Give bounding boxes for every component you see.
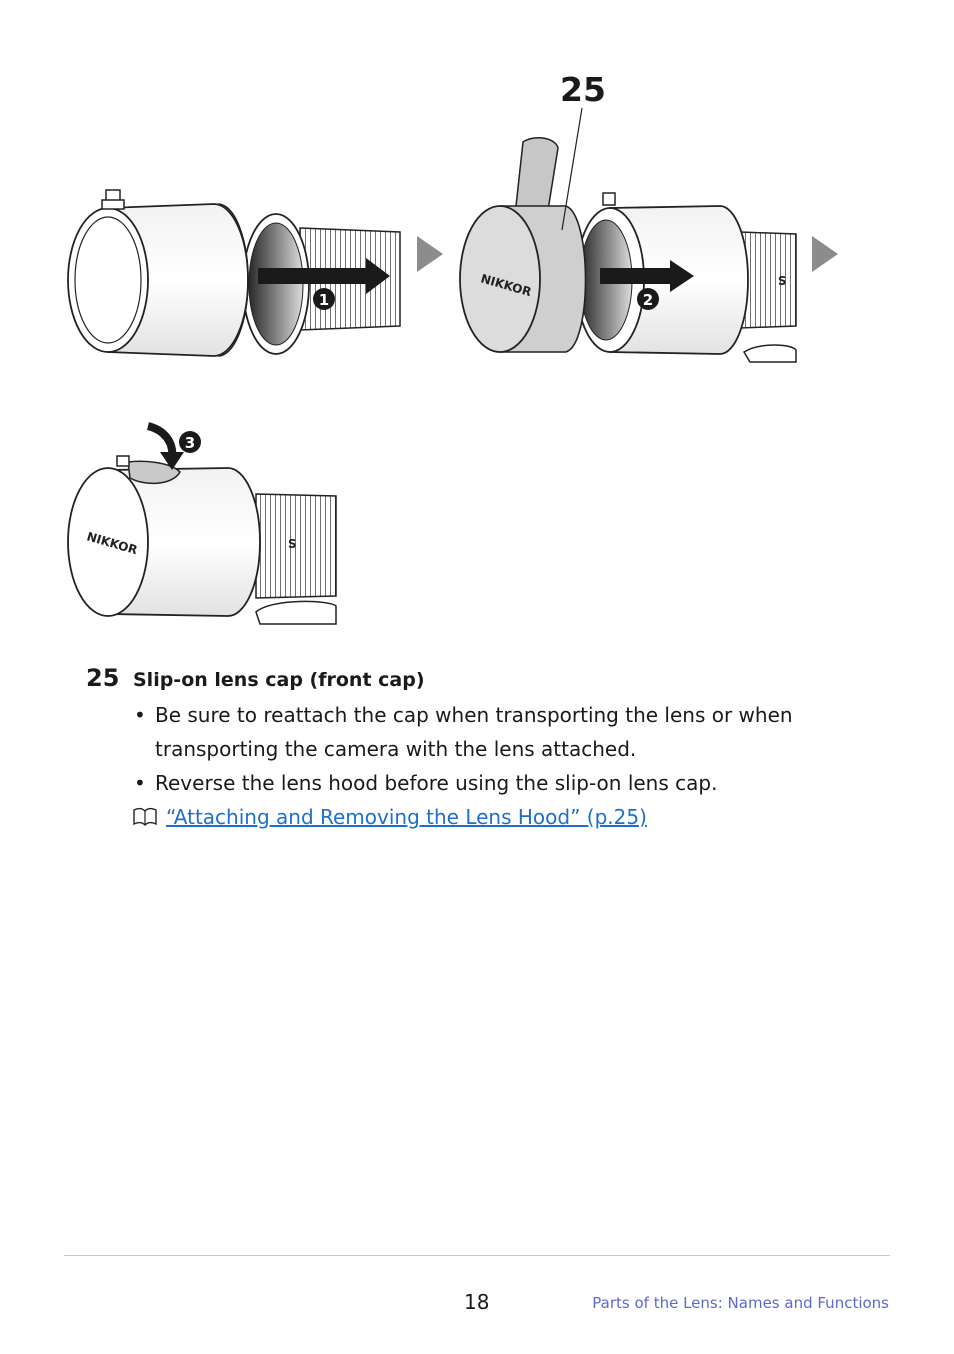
illustration-drawing: [0, 0, 954, 640]
lens-cap-illustration: [0, 0, 954, 640]
item-number: 25: [86, 664, 120, 692]
list-item: • Be sure to reattach the cap when transporting the lens or when transporting the camera with the lens attached.: [134, 698, 846, 766]
nikkor-logo-3: NIKKOR: [85, 529, 140, 558]
mount-letter-3: S: [288, 537, 297, 551]
callout-number: 25: [560, 70, 606, 109]
item-heading: [86, 664, 846, 692]
bullet-list: [86, 698, 846, 800]
panel-2: [460, 108, 796, 362]
item-description: [86, 664, 846, 834]
step-3-badge: 3: [184, 434, 196, 452]
cross-reference: [132, 800, 846, 834]
nikkor-logo-2: NIKKOR: [479, 271, 534, 300]
next-step-arrow: [812, 236, 838, 272]
panel-3: [68, 426, 336, 624]
footer-divider: [64, 1255, 890, 1256]
step-2-badge: 2: [642, 291, 654, 309]
step-1-badge: 1: [318, 291, 330, 309]
reference-link[interactable]: “Attaching and Removing the Lens Hood” (p.25): [166, 805, 647, 829]
panel-1: [68, 190, 400, 356]
list-item: • Reverse the lens hood before using the slip-on lens cap.: [134, 766, 846, 800]
next-step-arrow: [417, 236, 443, 272]
item-title: Slip-on lens cap (front cap): [133, 669, 425, 691]
book-icon: [132, 807, 158, 827]
footer-section-title[interactable]: Parts of the Lens: Names and Functions: [592, 1294, 889, 1312]
page-number: 18: [464, 1290, 490, 1314]
mount-letter-2: S: [778, 274, 787, 288]
